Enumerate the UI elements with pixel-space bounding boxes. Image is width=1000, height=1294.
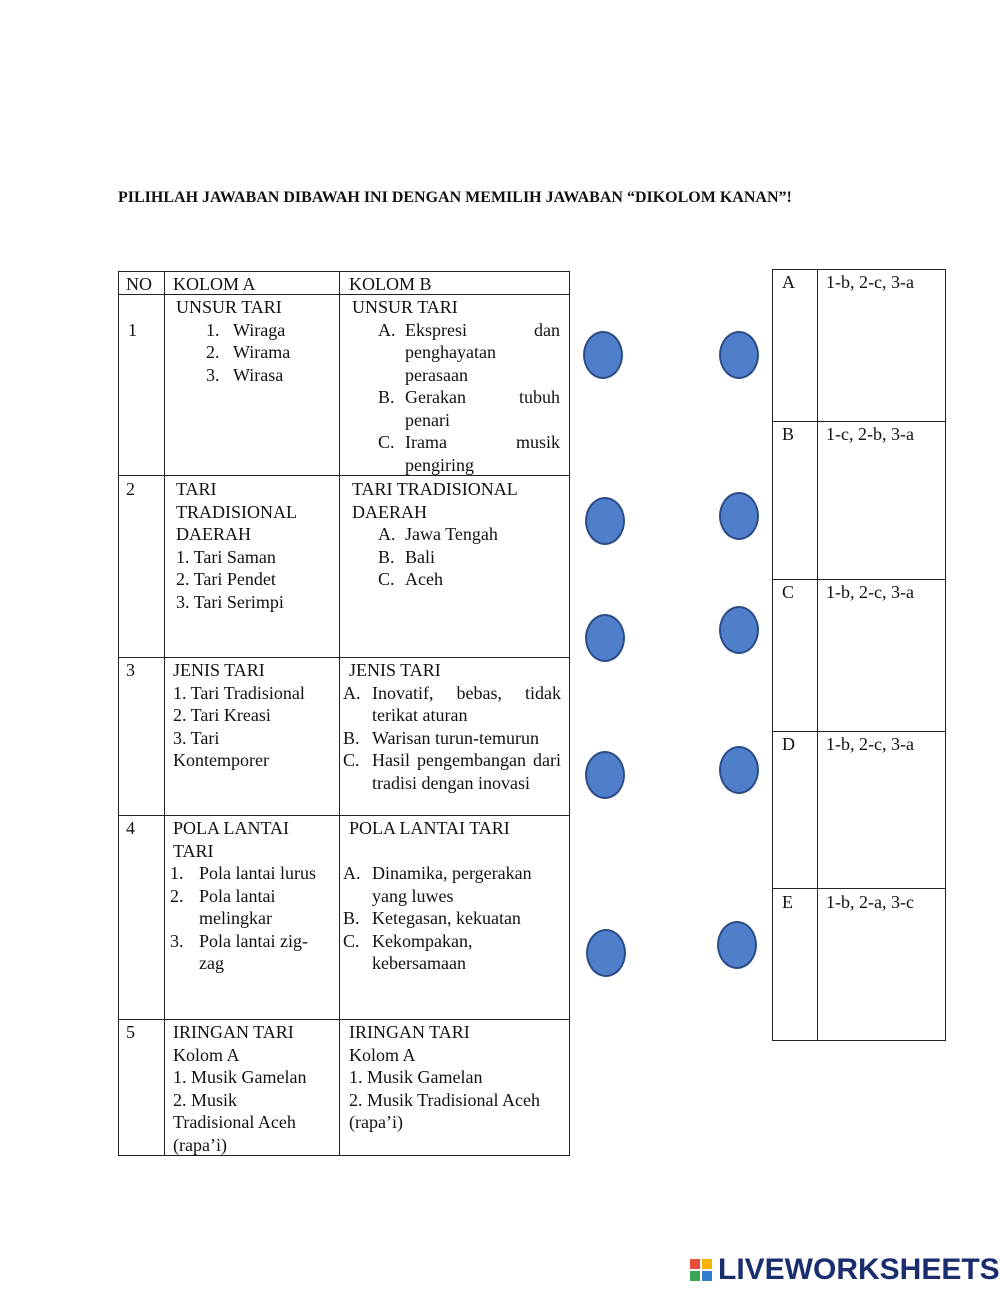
row-1-number: 1	[128, 320, 137, 340]
list-item: C. Irama musik pengiring	[378, 432, 560, 475]
row-3-a-title: JENIS TARI	[173, 660, 265, 680]
answer-letter-d: D	[782, 734, 795, 754]
list-item: A. Ekspresi dan penghayatan perasaan	[378, 319, 560, 385]
list-item: 2. Pola lantai melingkar	[170, 885, 276, 928]
row-4-col-b	[343, 817, 561, 975]
list-item: 2. Musik Tradisional Aceh (rapa’i)	[349, 1089, 541, 1132]
answer-value-c: 1-b, 2-c, 3-a	[826, 582, 914, 602]
row-5-number: 5	[126, 1022, 135, 1042]
list-item: A. Jawa Tengah	[378, 524, 498, 544]
answer-letter-a: A	[782, 272, 795, 292]
list-item: C. Aceh	[378, 569, 443, 589]
answer-border-bottom	[772, 1040, 946, 1041]
answer-divider-1	[772, 421, 946, 422]
match-dot-left-4[interactable]	[585, 751, 625, 799]
row-3-col-b	[343, 659, 561, 794]
list-item: A. Inovatif, bebas, tidak terikat aturan	[343, 682, 561, 725]
row-5-a-sub: Kolom A	[173, 1044, 240, 1065]
list-item: 2. Musik Tradisional Aceh (rapa’i)	[173, 1089, 296, 1155]
row-5-b-title: IRINGAN TARI	[349, 1022, 470, 1042]
row-5-b-sub: Kolom A	[349, 1044, 416, 1065]
header-kolom-b: KOLOM B	[349, 274, 432, 294]
col-divider-no	[164, 271, 165, 1156]
answer-border-right	[945, 269, 946, 1041]
row-5-a-title: IRINGAN TARI	[173, 1022, 294, 1042]
row-5-col-b	[349, 1021, 565, 1134]
header-kolom-a: KOLOM A	[173, 274, 256, 294]
list-item: B. Ketegasan, kekuatan	[343, 908, 521, 928]
match-dot-right-1[interactable]	[719, 331, 759, 379]
table-border-left	[118, 271, 119, 1156]
row-3-col-a	[173, 659, 335, 772]
list-item: 2. Wirama	[206, 342, 291, 362]
answer-value-e: 1-b, 2-a, 3-c	[826, 892, 914, 912]
list-item: 2. Tari Pendet	[176, 569, 276, 589]
row-divider-3	[118, 815, 570, 816]
row-2-col-a	[176, 478, 326, 613]
answer-letter-e: E	[782, 892, 793, 912]
liveworksheets-logo	[690, 1252, 1000, 1288]
col-divider-a	[339, 271, 340, 1156]
logo-blocks-icon	[690, 1259, 712, 1281]
list-item: 1. Tari Saman	[176, 546, 276, 567]
table-border-top	[118, 271, 570, 272]
row-4-number: 4	[126, 818, 135, 838]
row-divider-2	[118, 657, 570, 658]
answer-value-b: 1-c, 2-b, 3-a	[826, 424, 914, 444]
answer-divider-2	[772, 579, 946, 580]
match-dot-left-2[interactable]	[585, 497, 625, 545]
table-border-right	[569, 271, 570, 1156]
match-dot-right-5[interactable]	[717, 921, 757, 969]
list-item: 3. Pola lantai zig-zag	[170, 930, 308, 973]
row-2-col-b	[352, 478, 562, 591]
list-item: 2. Tari Kreasi	[173, 705, 271, 725]
match-dot-left-5[interactable]	[586, 929, 626, 977]
list-item: B. Gerakan tubuh penari	[378, 387, 560, 430]
list-item: 3. Tari Kontemporer	[173, 727, 269, 770]
list-item: 3. Tari Serimpi	[176, 591, 284, 612]
list-item: C. Hasil pengembangan dari tradisi dengan inovasi	[343, 750, 561, 793]
answer-divider-3	[772, 731, 946, 732]
answer-letter-b: B	[782, 424, 795, 444]
list-item: 1. Musik Gamelan	[349, 1067, 483, 1087]
row-1-col-a	[176, 296, 336, 386]
answer-divider-4	[772, 888, 946, 889]
list-item: 3. Wirasa	[206, 364, 284, 385]
row-divider-4	[118, 1019, 570, 1020]
match-dot-right-3[interactable]	[719, 606, 759, 654]
match-dot-right-2[interactable]	[719, 492, 759, 540]
list-item: 1. Wiraga	[206, 319, 286, 340]
row-3-b-title: JENIS TARI	[349, 660, 441, 680]
row-2-number: 2	[126, 479, 135, 499]
answer-border-left	[772, 269, 773, 1041]
row-1-b-title: UNSUR TARI	[352, 297, 458, 317]
list-item: B. Warisan turun-temurun	[343, 727, 540, 748]
row-1-a-title: UNSUR TARI	[176, 297, 282, 317]
row-2-b-title: TARI TRADISIONAL DAERAH	[352, 479, 518, 522]
match-dot-left-3[interactable]	[585, 614, 625, 662]
row-4-col-a	[170, 817, 330, 975]
answer-col-divider	[817, 269, 818, 1041]
row-4-a-title: POLA LANTAI TARI	[173, 818, 290, 861]
row-2-a-title: TARI TRADISIONAL DAERAH	[176, 479, 297, 544]
match-dot-left-1[interactable]	[583, 331, 623, 379]
list-item: 1. Pola lantai lurus	[170, 863, 316, 883]
list-item: 1. Tari Tradisional	[173, 682, 305, 703]
row-1-col-b	[352, 296, 560, 476]
logo-text: LIVEWORKSHEETS	[718, 1253, 1000, 1286]
answer-value-d: 1-b, 2-c, 3-a	[826, 734, 914, 754]
header-no: NO	[126, 274, 152, 294]
instruction-heading: PILIHLAH JAWABAN DIBAWAH INI DENGAN MEMILIH JAWABAN “DIKOLOM KANAN”!	[118, 189, 792, 206]
answer-value-a: 1-b, 2-c, 3-a	[826, 272, 914, 292]
match-dot-right-4[interactable]	[719, 746, 759, 794]
row-3-number: 3	[126, 660, 135, 680]
list-item: 1. Musik Gamelan	[173, 1067, 307, 1087]
row-4-b-title: POLA LANTAI TARI	[349, 818, 510, 838]
answer-letter-c: C	[782, 582, 795, 602]
list-item: A. Dinamika, pergerakan yang luwes	[343, 863, 532, 906]
list-item: B. Bali	[378, 546, 435, 567]
answer-border-top	[772, 269, 946, 270]
list-item: C. Kekompakan, kebersamaan	[343, 930, 473, 973]
row-5-col-a	[173, 1021, 323, 1156]
